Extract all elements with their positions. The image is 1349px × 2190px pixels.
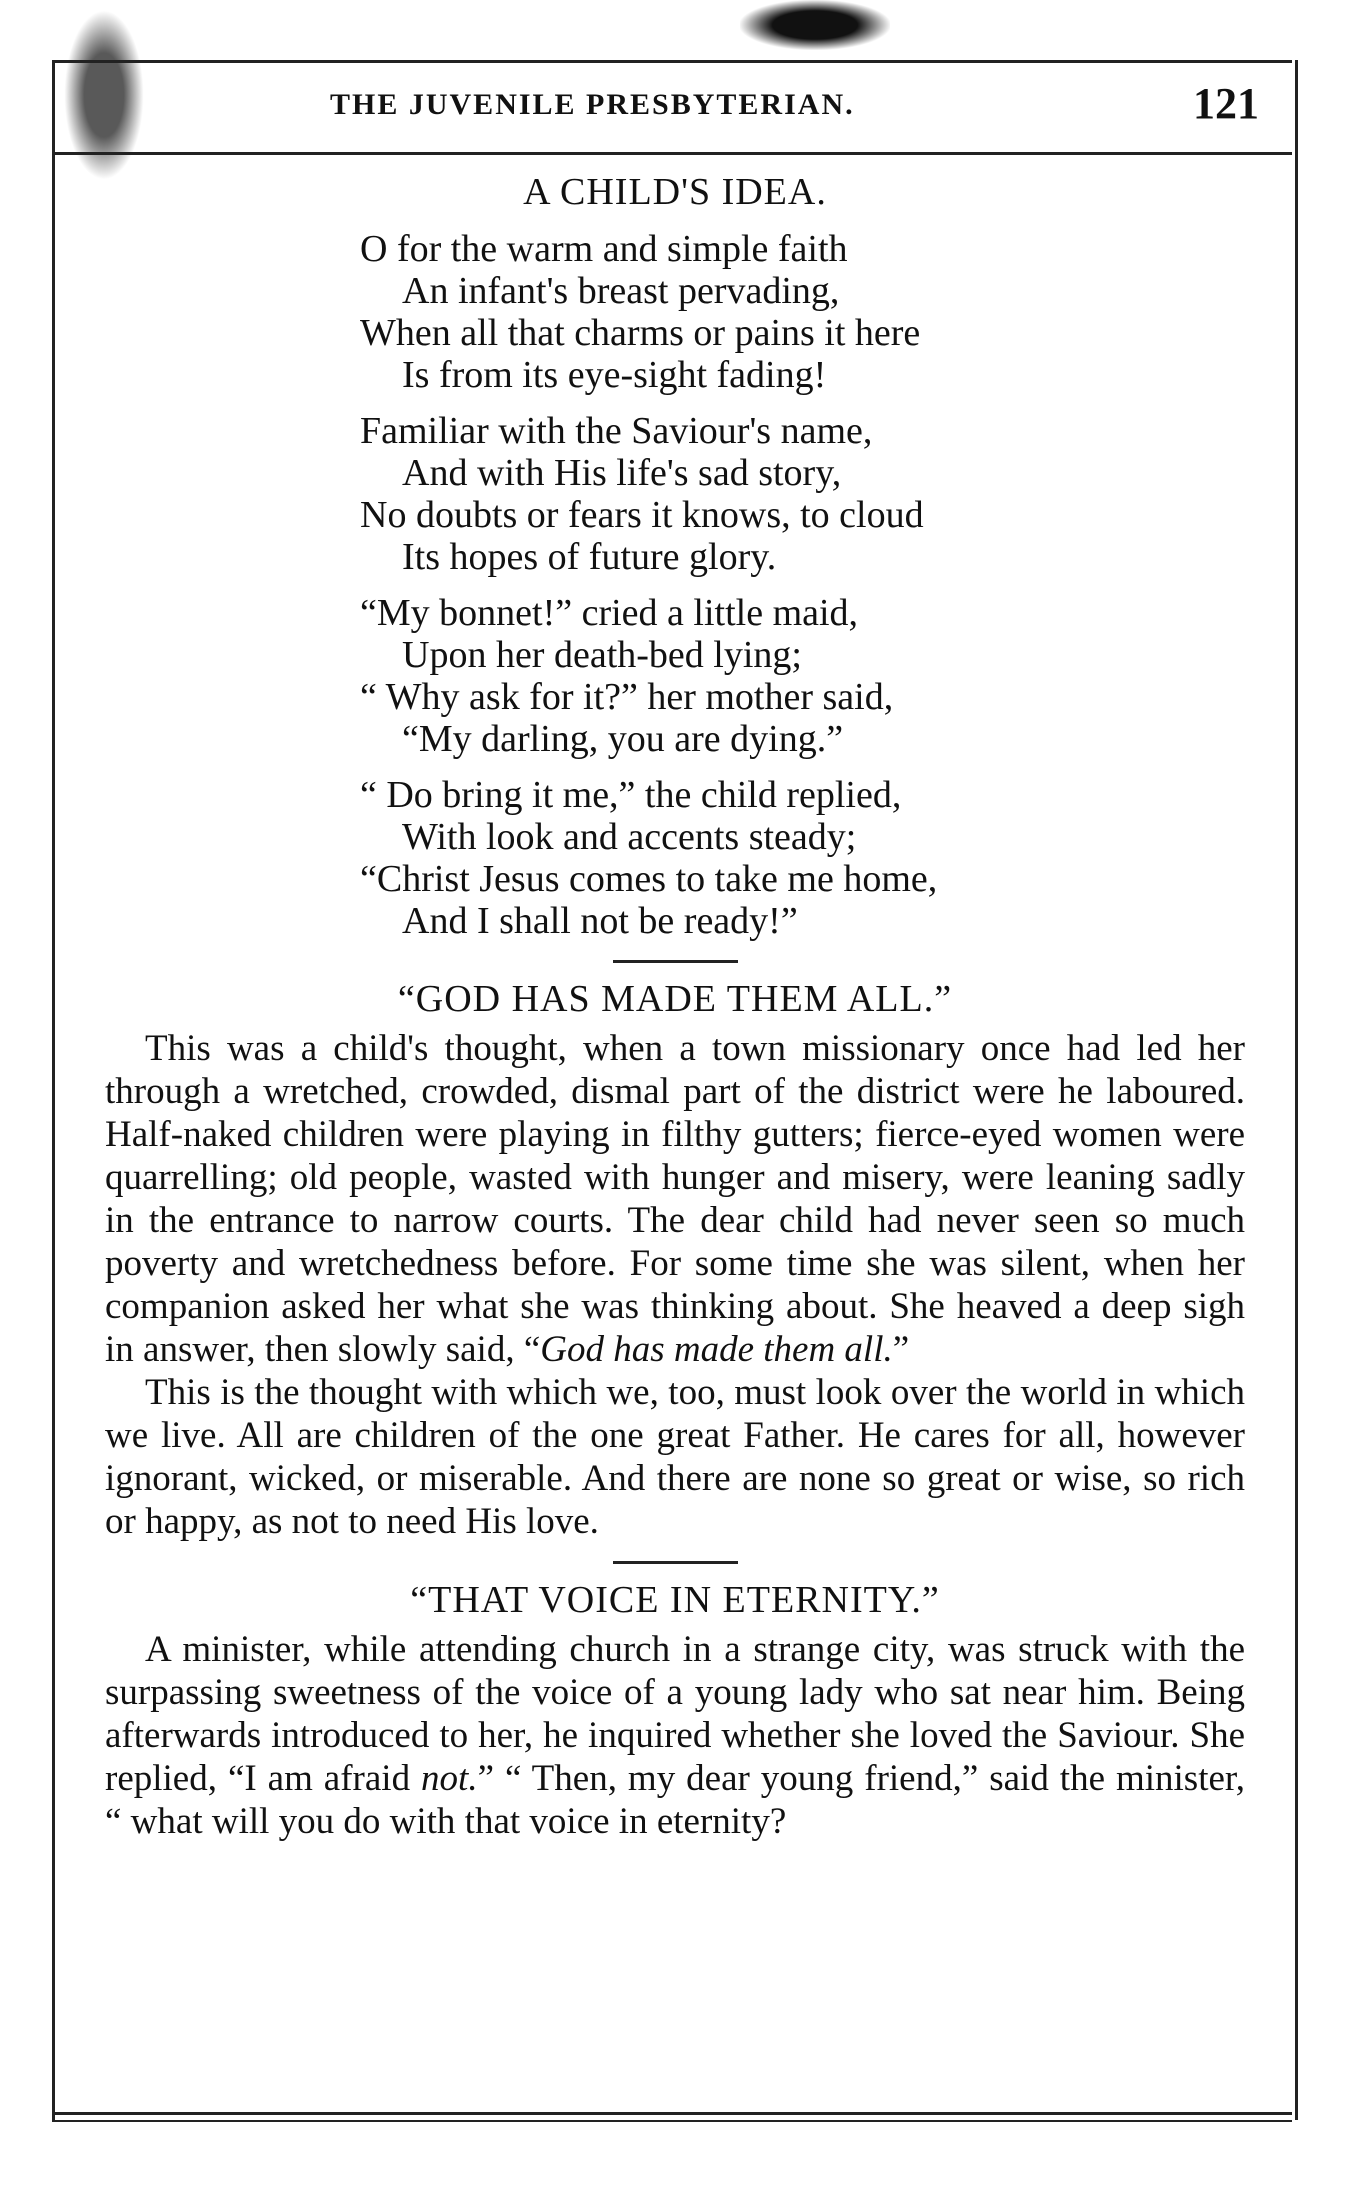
paragraph-text: A minister, while attending church in a strange city, was struck with the surpassing sweetness of the voice of a young lady who sat near him. Being afterwards introduced to her, he inquired whether she loved the Saviour. She replied, “I am afraid: [105, 1629, 1245, 1799]
poem-line: Its hopes of future glory.: [402, 536, 777, 578]
poem-line: And with His life's sad story,: [402, 452, 842, 494]
section-divider: [613, 960, 738, 963]
article-title: “THAT VOICE IN ETERNITY.”: [410, 1579, 940, 1621]
paragraph: [105, 1027, 1245, 1371]
stanza: [360, 410, 1245, 578]
stanza: [360, 774, 1245, 942]
bottom-rule: [52, 2112, 1292, 2115]
poem-line: Familiar with the Saviour's name,: [360, 410, 873, 452]
italic-quote: God has made them all.: [540, 1329, 893, 1370]
poem-title: A CHILD'S IDEA.: [523, 171, 827, 213]
ink-blot: [740, 0, 890, 50]
article-title: “GOD HAS MADE THEM ALL.”: [397, 978, 953, 1020]
paragraph: [105, 1628, 1245, 1843]
paragraph-text: ”: [892, 1329, 910, 1370]
page-content: [105, 170, 1245, 1843]
running-title: THE JUVENILE PRESBYTERIAN.: [330, 88, 855, 121]
bottom-rule: [52, 2120, 1292, 2122]
header-rule: [52, 152, 1292, 155]
poem-line: And I shall not be ready!”: [402, 900, 798, 942]
poem-line: “Christ Jesus comes to take me home,: [360, 858, 938, 900]
poem-line: O for the warm and simple faith: [360, 228, 848, 270]
poem-line: No doubts or fears it knows, to cloud: [360, 494, 924, 536]
poem: [360, 228, 1245, 942]
poem-line: “My darling, you are dying.”: [402, 718, 844, 760]
paragraph-text: This was a child's thought, when a town missionary once had led her through a wretched, crowded, dismal part of the district were he laboured. Half-naked children were playing in filthy gutters; fierce-eyed women were quarrelling; old people, wasted with hunger and misery, were leaning sadly in the entrance to narrow courts. The dear child had never seen so much poverty and wretchedness before. For some time she was silent, when her companion asked her what she was thinking about. She heaved a deep sigh in answer, then slowly said, “: [105, 1028, 1245, 1370]
poem-line: “ Why ask for it?” her mother said,: [360, 676, 894, 718]
poem-line: “My bonnet!” cried a little maid,: [360, 592, 859, 634]
poem-line: Is from its eye-sight fading!: [402, 354, 827, 396]
poem-line: “ Do bring it me,” the child replied,: [360, 774, 902, 816]
article-body: [105, 1628, 1245, 1843]
poem-line: When all that charms or pains it here: [360, 312, 921, 354]
stanza: [360, 228, 1245, 396]
italic-word: not.: [421, 1758, 478, 1799]
paragraph: This is the thought with which we, too, must look over the world in which we live. All are children of the one great Father. He cares for all, however ignorant, wicked, or miserable. And there are none so great or wise, so rich or happy, as not to need His love.: [105, 1372, 1245, 1542]
page-number: 121: [1193, 79, 1259, 128]
stanza: [360, 592, 1245, 760]
section-divider: [613, 1561, 738, 1564]
paragraph-text: ” “ Then, my dear young friend,” said the minister, “ what will you do with that voice in eternity?: [105, 1758, 1245, 1842]
article-body: [105, 1027, 1245, 1543]
poem-line: With look and accents steady;: [402, 816, 857, 858]
top-rule: [52, 60, 1292, 63]
poem-line: An infant's breast pervading,: [402, 270, 840, 312]
poem-line: Upon her death-bed lying;: [402, 634, 802, 676]
